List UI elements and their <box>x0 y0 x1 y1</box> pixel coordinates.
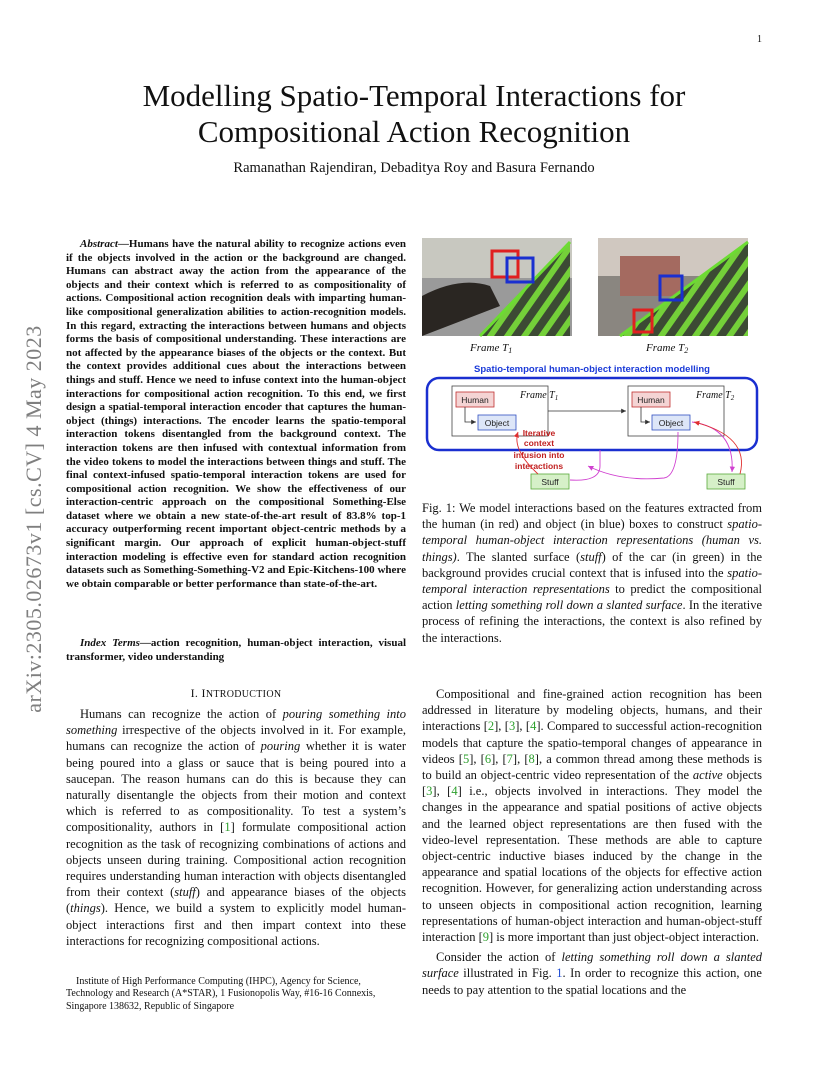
human-node-1-label: Human <box>461 395 489 405</box>
svg-text:Iterative: Iterative <box>522 428 556 438</box>
citation-link[interactable]: 3 <box>426 784 433 799</box>
citation-link[interactable]: 3 <box>508 719 516 734</box>
svg-text:context: context <box>523 438 555 448</box>
diagram-title: Spatio-temporal human-object interaction modelling <box>474 364 710 375</box>
svg-text:interactions: interactions <box>514 461 564 471</box>
human-node-2-label: Human <box>637 395 665 405</box>
arxiv-stamp[interactable] <box>16 284 52 754</box>
citation-link[interactable]: 8 <box>528 751 535 766</box>
citation-link[interactable]: 4 <box>530 719 537 734</box>
abstract-label: Abstract <box>80 238 118 250</box>
frame-2-photo <box>598 238 748 336</box>
authors: Ramanathan Rajendiran, Debaditya Roy and Basura Fernando <box>233 160 595 176</box>
right-column-text <box>422 686 762 998</box>
citation-link[interactable]: 1 <box>224 820 231 835</box>
frame-1-photo <box>422 238 572 336</box>
figure-reference-link[interactable]: 1 <box>556 966 563 981</box>
arxiv-id[interactable]: arXiv:2305.02673v1 [cs.CV] 4 May 2023 <box>21 325 46 713</box>
abstract <box>66 238 406 591</box>
paragraph: Compositional and fine-grained action recognition has been addressed in literature by modeling objects, humans, and their interactions [2], [3], [4]. Compared to successful action-recognition models that capture the spatio-temporal changes of appearance in videos [5], [6], [7], [8], a common thread among these methods is to build an object-centric video representation of the active objects [3], [4] i.e., objects involved in interactions. They model the changes in the appearance and spatial positions of active objects and the learned object representations are then fused with the video-level representation. These methods are able to capture object-centric inductive biases induced by the change in the appearance and spatial locations of the objects for effective action recognition. However, for generalizing action understanding across to unseen objects in compositional action recognition, learning representations of human-object interaction and human-object-stuff interaction [9] is more important than just object-object interaction. <box>422 687 763 945</box>
introduction-paragraph: Humans can recognize the action of pouring something into something irrespective of the objects involved in it. For example, humans can recognize the action of pouring whether it is water being poured into a glass or sauce that is being poured into a saucepan. The reason humans can do this is because they can naturally disentangle the objects from their motion and context which is referred to as compositionality. To test a system’s compositionality, authors in [1] formulate compositional action recognition as the task of recognizing combinations of actions and objects unseen during training. Compositional action recognition requires understanding human interaction with objects disentangled from their context (stuff) and appearance biases of the objects (things). Hence, we build a system to explicitly model human-object interactions first and then impart context into these interactions for recognizing compositional actions. <box>66 707 407 948</box>
frame-2-label: Frame T2 <box>646 342 689 355</box>
object-node-2-label: Object <box>658 418 684 428</box>
citation-link[interactable]: 2 <box>487 719 495 734</box>
index-terms-label: Index Terms <box>80 637 140 649</box>
page-number: 1 <box>757 34 762 45</box>
citation-link[interactable]: 4 <box>451 784 458 799</box>
stuff-node-2-label: Stuff <box>717 477 735 487</box>
object-node-1-label: Object <box>484 418 510 428</box>
paragraph: Consider the action of letting something roll down a slanted surface illustrated in Fig. 1. In order to recognize this action, one needs to pay attention to the spatial locations and the <box>422 950 762 997</box>
index-terms <box>66 637 406 664</box>
frame-1-label: Frame T1 <box>470 342 513 355</box>
abstract-text: —Humans have the natural ability to recognize actions even if the objects involved in the action or the background are changed. Humans can abstract away the action from the appearance of the objects and their context which is referred to as compositionality of actions. Compositional action recognition deals with imparting human-like compositional generalization abilities to action-recognition models. In this regard, extracting the interactions between humans and objects forms the basis of compositional understanding. These interactions are not affected by the appearance biases of the objects or the context. But the context provides additional cues about the interactions between things and stuff. Hence we need to infuse context into the human-object interactions for compositional action recognition. To this end, we first design a spatial-temporal interaction encoder that captures the human-object (things) interactions. The encoder learns the spatio-temporal interaction tokens disentangled from the background context. The interaction tokens are then infused with contextual information from the video tokens to model the interactions between things and stuff. The final context-infused spatio-temporal interaction tokens are used for compositional action recognition. We show the effectiveness of our interaction-centric approach on the compositional Something-Else dataset where we obtain a new state-of-the-art result of 83.8% top-1 accuracy outperforming recent important object-centric methods by a significant margin. Our approach of explicit human-object-stuff interaction modeling is effective even for standard action recognition datasets such as Something-Something-V2 and Epic-Kitchens-100 where we obtain comparable or better performance than state-of-the-art. <box>66 238 406 590</box>
paper-title: Modelling Spatio-Temporal Interactions for Compositional Action Recognition <box>142 78 686 149</box>
frame-2-box-label: Frame $T_2$ <box>696 390 735 402</box>
index-terms-text: —action recognition, human-object interaction, visual transformer, video understanding <box>66 637 406 663</box>
figure-1-caption: Fig. 1: We model interactions based on the features extracted from the human (in red) and object (in blue) boxes to construct spatio-temporal human-object interaction representations (human vs. things). The slanted surface (stuff) of the car (in green) in the background provides crucial context that is infused into the spatio-temporal interaction representations to predict the compositional action letting something roll down a slanted surface. In the iterative process of refining the interactions, the context is also refined by the interactions. <box>422 501 762 645</box>
citation-link[interactable]: 7 <box>506 751 513 766</box>
citation-link[interactable]: 6 <box>484 751 492 766</box>
frame-1-box-label: Frame $T_1$ <box>520 390 559 402</box>
figure-1 <box>420 236 765 494</box>
affiliation-footnote: Institute of High Performance Computing (IHPC), Agency for Science, Technology and Research (A*STAR), 1 Fusionopolis Way, #16-16 Connexis, Singapore 138632, Republic of Singapore <box>66 976 376 1012</box>
citation-link[interactable]: 5 <box>462 751 470 766</box>
svg-text:infusion into: infusion into <box>513 450 565 460</box>
section-heading: I. INTRODUCTION <box>190 686 282 700</box>
stuff-node-1-label: Stuff <box>541 477 559 487</box>
citation-link[interactable]: 9 <box>482 930 489 945</box>
